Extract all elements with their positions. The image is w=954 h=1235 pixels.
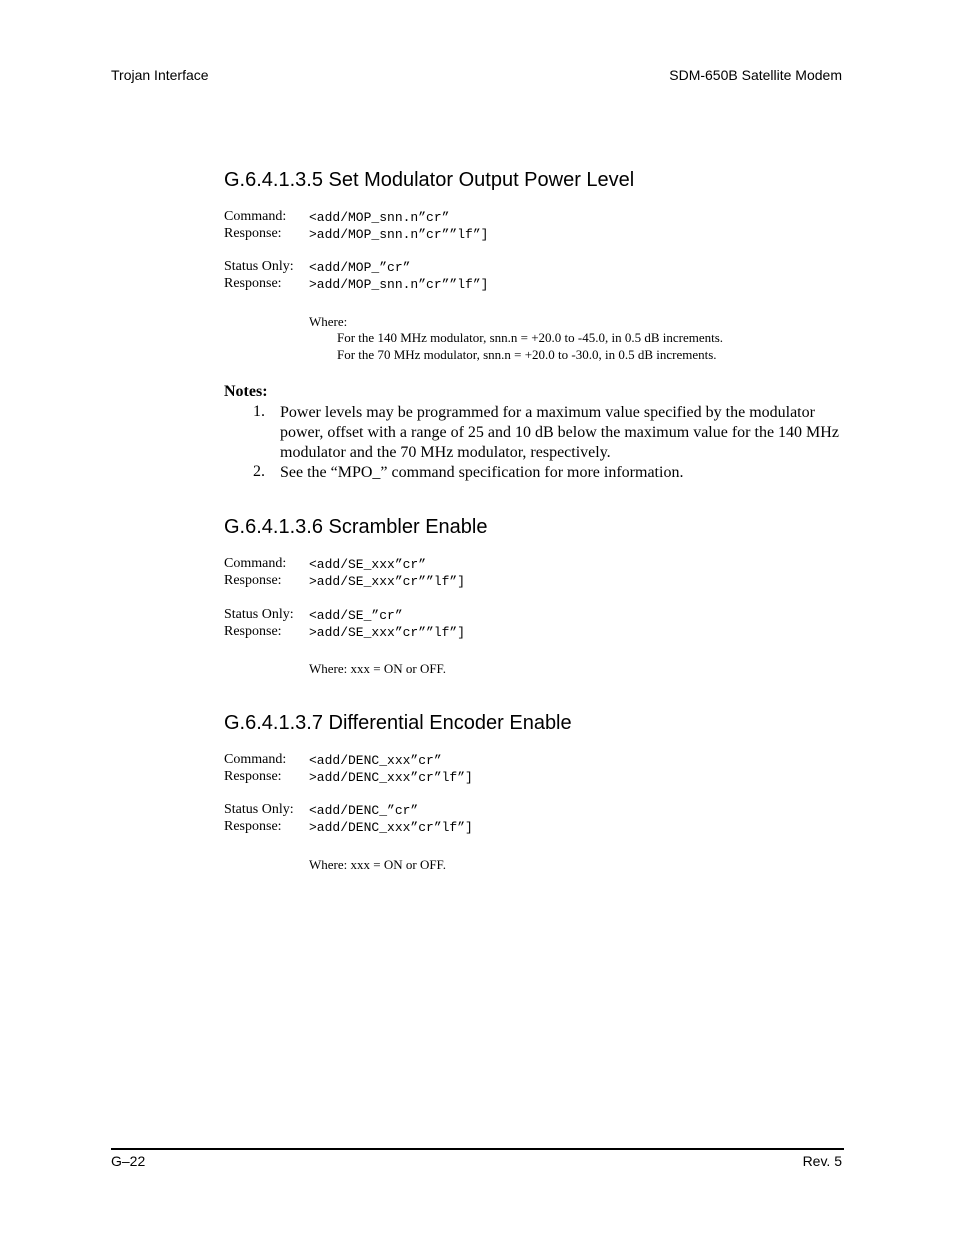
status-response-label: Response: bbox=[224, 276, 282, 291]
where-text: Where: xxx = ON or OFF. bbox=[309, 857, 446, 872]
command-label: Command: bbox=[224, 556, 287, 571]
footer-revision: Rev. 5 bbox=[802, 1153, 842, 1169]
command-syntax: <add/DENC_xxx”cr” bbox=[309, 753, 442, 768]
note-number: 2. bbox=[253, 463, 265, 480]
header-right: SDM-650B Satellite Modem bbox=[669, 67, 842, 83]
section-heading: G.6.4.1.3.7 Differential Encoder Enable bbox=[224, 712, 572, 734]
note-text: Power levels may be programmed for a maximum value specified by the modulator power, offset with a range of 25 and 10 dB below the maximum value for the 140 MHz modulator and the 70 MHz modulator, respectively. bbox=[280, 404, 839, 461]
status-response-syntax: >add/DENC_xxx”cr”lf”] bbox=[309, 820, 473, 835]
command-label: Command: bbox=[224, 752, 287, 767]
where-line: For the 70 MHz modulator, snn.n = +20.0 to -30.0, in 0.5 dB increments. bbox=[337, 347, 717, 362]
status-response-syntax: >add/SE_xxx”cr””lf”] bbox=[309, 625, 466, 640]
command-syntax: <add/SE_xxx”cr” bbox=[309, 557, 427, 572]
status-response-label: Response: bbox=[224, 819, 282, 834]
command-label: Command: bbox=[224, 209, 287, 224]
command-syntax: <add/MOP_snn.n”cr” bbox=[309, 210, 450, 225]
where-line: For the 140 MHz modulator, snn.n = +20.0 to -45.0, in 0.5 dB increments. bbox=[337, 330, 724, 345]
footer-rule bbox=[111, 1148, 844, 1150]
where-label: Where: bbox=[309, 314, 348, 329]
section-heading: G.6.4.1.3.5 Set Modulator Output Power Level bbox=[224, 169, 635, 191]
status-response-syntax: >add/MOP_snn.n”cr””lf”] bbox=[309, 277, 489, 292]
notes-title: Notes: bbox=[224, 383, 268, 400]
section-heading: G.6.4.1.3.6 Scrambler Enable bbox=[224, 516, 488, 538]
where-text: Where: xxx = ON or OFF. bbox=[309, 661, 446, 676]
response-syntax: >add/DENC_xxx”cr”lf”] bbox=[309, 770, 473, 785]
header-left: Trojan Interface bbox=[111, 67, 209, 83]
footer-page-number: G–22 bbox=[111, 1153, 146, 1169]
response-label: Response: bbox=[224, 226, 282, 241]
status-response-label: Response: bbox=[224, 624, 282, 639]
note-text: See the “MPO_” command specification for more information. bbox=[280, 464, 684, 481]
status-syntax: <add/SE_”cr” bbox=[309, 608, 403, 623]
status-syntax: <add/DENC_”cr” bbox=[309, 803, 419, 818]
status-label: Status Only: bbox=[224, 259, 294, 274]
response-label: Response: bbox=[224, 769, 282, 784]
response-label: Response: bbox=[224, 573, 282, 588]
status-label: Status Only: bbox=[224, 607, 294, 622]
response-syntax: >add/MOP_snn.n”cr””lf”] bbox=[309, 227, 489, 242]
note-number: 1. bbox=[253, 403, 265, 420]
status-syntax: <add/MOP_”cr” bbox=[309, 260, 411, 275]
response-syntax: >add/SE_xxx”cr””lf”] bbox=[309, 574, 466, 589]
status-label: Status Only: bbox=[224, 802, 294, 817]
